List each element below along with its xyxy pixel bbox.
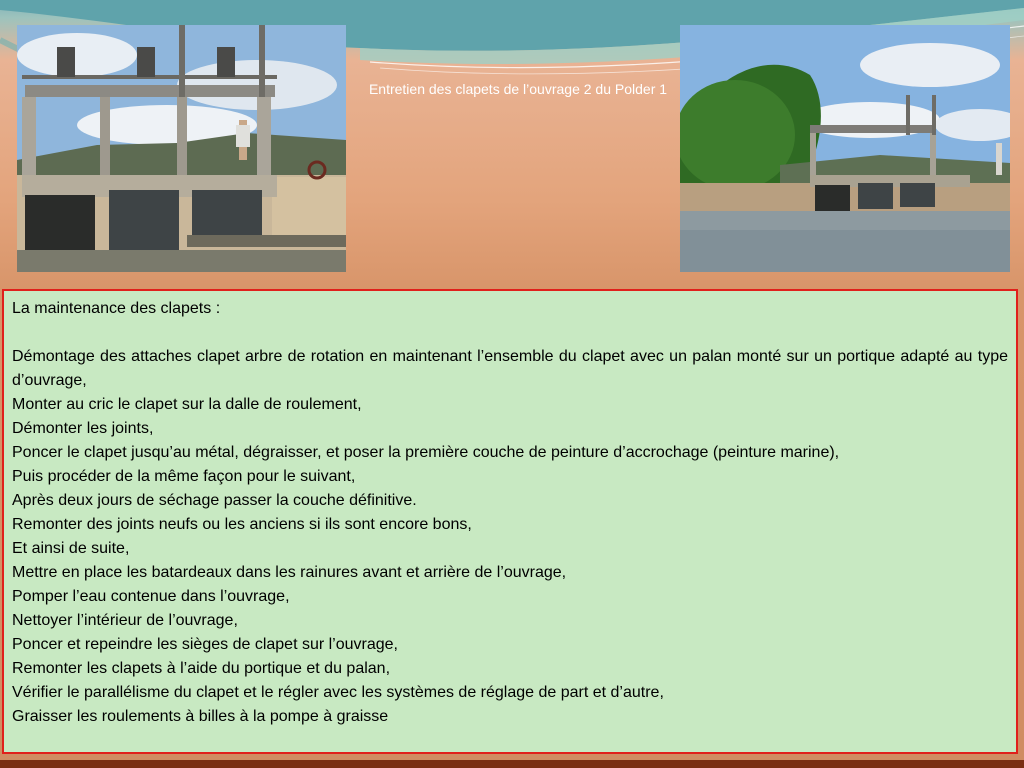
maintenance-step: Poncer et repeindre les sièges de clapet sur l’ouvrage, [12,636,398,653]
maintenance-text-box [2,289,1018,754]
maintenance-step: Remonter des joints neufs ou les anciens si ils sont encore bons, [12,516,472,533]
bottom-bar [0,760,1024,768]
maintenance-step: Remonter les clapets à l’aide du portique et du palan, [12,660,391,677]
maintenance-step: Nettoyer l’intérieur de l’ouvrage, [12,612,238,629]
maintenance-step: Poncer le clapet jusqu’au métal, dégraisser, et poser la première couche de peinture d’accrochage (peinture marine), [12,444,840,461]
maintenance-step: Graisser les roulements à billes à la pompe à graisse [12,708,389,725]
slide-caption: Entretien des clapets de l’ouvrage 2 du Polder 1 [368,81,668,97]
maintenance-step: Démontage des attaches clapet arbre de rotation en maintenant l’ensemble du clapet avec un palan monté sur un portique adapté au type d’ouvrage, [12,348,1008,389]
maintenance-heading: La maintenance des clapets : [12,300,221,317]
maintenance-steps-list [12,345,1008,729]
maintenance-step: Puis procéder de la même façon pour le suivant, [12,468,356,485]
paragraph-spacer [12,321,1008,345]
maintenance-step: Vérifier le parallélisme du clapet et le régler avec les systèmes de réglage de part et d’autre, [12,684,664,701]
sluice-gate-photo-right [680,25,1010,272]
maintenance-step: Démonter les joints, [12,420,154,437]
maintenance-step: Et ainsi de suite, [12,540,130,557]
sluice-gate-photo-left [17,25,346,272]
maintenance-step: Pomper l’eau contenue dans l’ouvrage, [12,588,290,605]
maintenance-step: Mettre en place les batardeaux dans les rainures avant et arrière de l’ouvrage, [12,564,567,581]
maintenance-step: Après deux jours de séchage passer la couche définitive. [12,492,417,509]
maintenance-step: Monter au cric le clapet sur la dalle de roulement, [12,396,362,413]
